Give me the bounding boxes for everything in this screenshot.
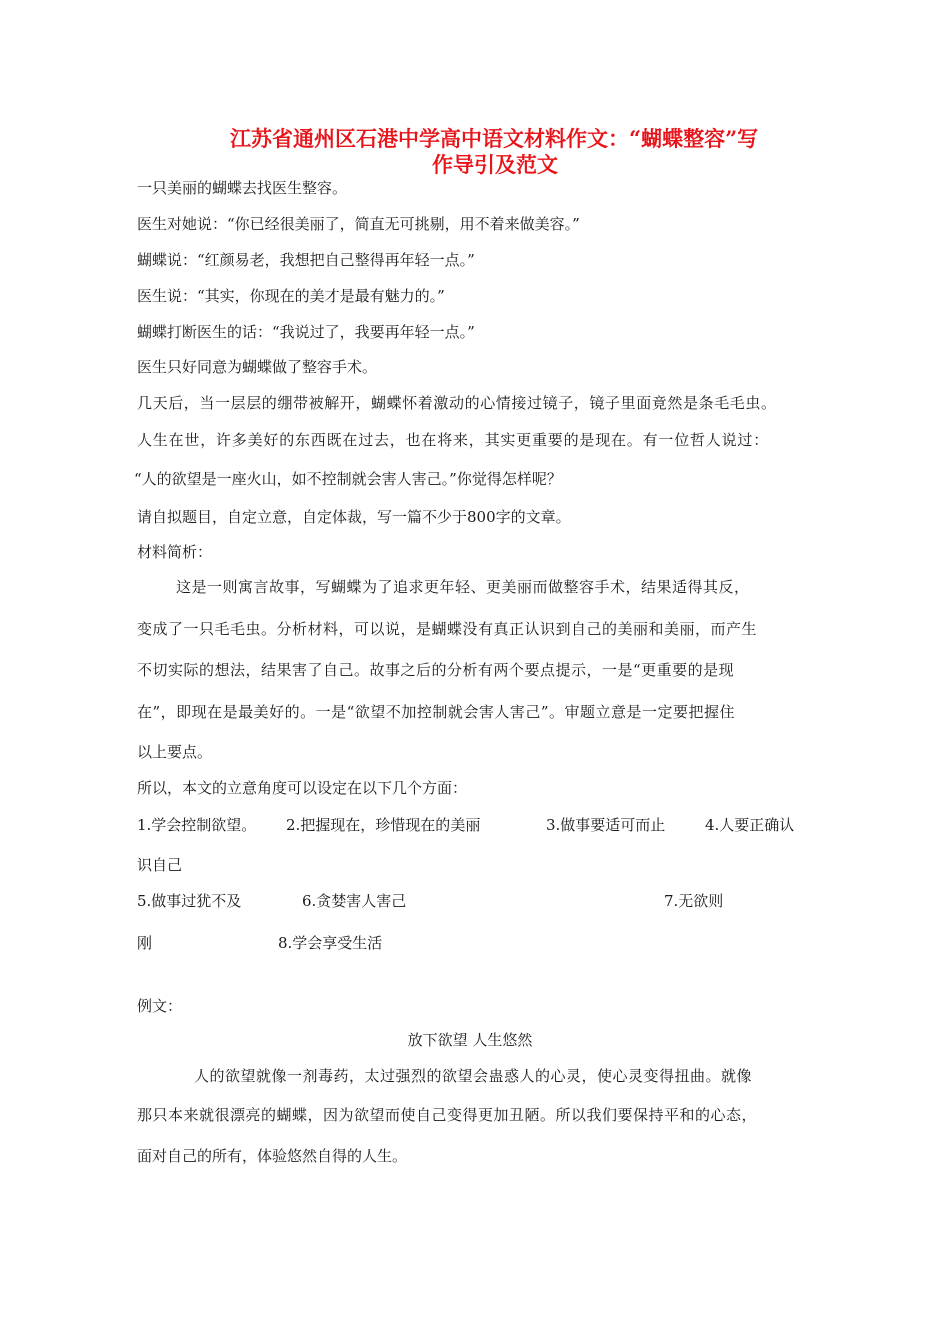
essay-title: 放下欲望 人生悠然	[407, 1031, 533, 1049]
essay-line: 面对自己的所有，体验悠然自得的人生。	[137, 1147, 408, 1165]
example-label: 例文：	[137, 997, 183, 1015]
analysis-line: 这是一则寓言故事，写蝴蝶为了追求更年轻、更美丽而做整容手术，结果适得其反，	[176, 578, 750, 596]
story-line: 医生对她说：“你已经很美丽了，简直无可挑剔，用不着来做美容。”	[137, 215, 580, 233]
story-line: “人的欲望是一座火山，如不控制就会害人害己。”你觉得怎样呢？	[134, 470, 562, 488]
angle-item: 5.做事过犹不及	[137, 892, 242, 910]
story-line: 人生在世，许多美好的东西既在过去，也在将来，其实更重要的是现在。有一位哲人说过：	[137, 431, 770, 449]
angle-item: 刚	[137, 934, 153, 952]
title-line-2: 作导引及范文	[432, 152, 558, 177]
angle-item: 3.做事要适可而止	[546, 816, 666, 834]
angle-item: 识自己	[137, 856, 183, 874]
angle-item: 4.人要正确认	[705, 816, 795, 834]
story-line: 一只美丽的蝴蝶去找医生整容。	[137, 179, 348, 197]
angle-item: 6.贪婪害人害己	[302, 892, 407, 910]
story-line: 几天后，当一层层的绷带被解开，蝴蝶怀着激动的心情接过镜子，镜子里面竟然是条毛毛虫。	[137, 394, 777, 412]
essay-line: 那只本来就很漂亮的蝴蝶，因为欲望而使自己变得更加丑陋。所以我们要保持平和的心态，	[137, 1106, 758, 1124]
analysis-line: 变成了一只毛毛虫。分析材料，可以说，是蝴蝶没有真正认识到自己的美丽和美丽，而产生	[137, 620, 758, 638]
angle-item: 1.学会控制欲望。	[137, 816, 257, 834]
story-line: 蝴蝶打断医生的话：“我说过了，我要再年轻一点。”	[137, 323, 475, 341]
angles-intro: 所以，本文的立意角度可以设定在以下几个方面：	[137, 779, 468, 797]
story-line: 医生只好同意为蝴蝶做了整容手术。	[137, 358, 378, 376]
story-line: 医生说：“其实，你现在的美才是最有魅力的。”	[137, 287, 445, 305]
analysis-line: 以上要点。	[137, 743, 213, 761]
story-line: 蝴蝶说：“红颜易老，我想把自己整得再年轻一点。”	[137, 251, 475, 269]
document-title	[230, 126, 820, 178]
angle-item: 2.把握现在，珍惜现在的美丽	[286, 816, 481, 834]
analysis-line: 在”，即现在是最美好的。一是“欲望不加控制就会害人害己”。审题立意是一定要把握住	[137, 703, 736, 721]
title-line-1: 江苏省通州区石港中学高中语文材料作文：“蝴蝶整容”写	[230, 126, 759, 151]
analysis-heading: 材料简析：	[137, 543, 213, 561]
prompt-line: 请自拟题目，自定立意，自定体裁，写一篇不少于800字的文章。	[137, 508, 571, 526]
angle-item: 8.学会享受生活	[278, 934, 383, 952]
essay-line: 人的欲望就像一剂毒药，太过强烈的欲望会蛊惑人的心灵，使心灵变得扭曲。就像	[194, 1067, 753, 1085]
angle-item: 7.无欲则	[664, 892, 724, 910]
analysis-line: 不切实际的想法，结果害了自己。故事之后的分析有两个要点提示，一是“更重要的是现	[137, 661, 735, 679]
